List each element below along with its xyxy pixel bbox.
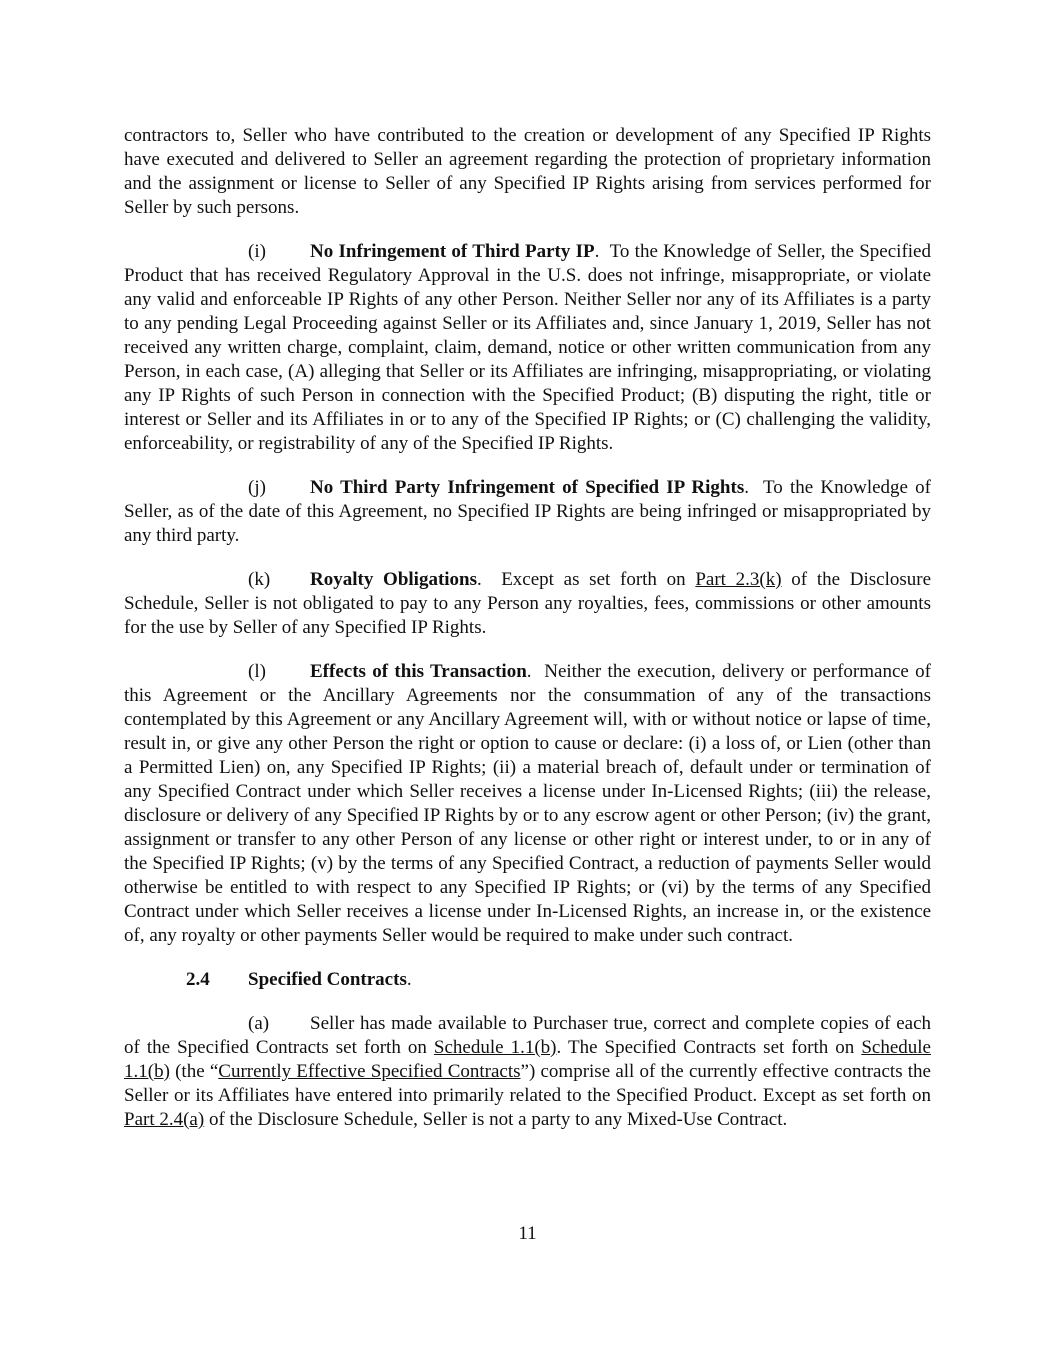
clause-text: of the Disclosure Schedule, Seller is not obligated to pay to any Person any royalties, fees, commissions or other amounts for the use by Seller of any Specified IP Rights.	[124, 569, 932, 638]
clause-text: Except as set forth on	[501, 569, 686, 590]
clause-text: Neither the execution, delivery or performance of this Agreement or the Ancillary Agreements nor the consummation of any of the transactions contemplated by this Agreement or any Ancillary Agreement will, with or without notice or lapse of time, result in, or give any other Person the right or option to cause or declare: (i) a loss of, or Lien (other than a Permitted Lien) on, any Specified IP Rights; (ii) a material breach of, default under or termination of any Specified Contract under which Seller receives a license under In-Licensed Rights; (iii) the release, disclosure or delivery of any Specified IP Rights by or to any escrow agent or other Person; (iv) the grant, assignment or transfer to any other Person of any license or other right or interest under, to or in any of the Specified IP Rights; (v) by the terms of any Specified Contract, a reduction of payments Seller would otherwise be entitled to with respect to any Specified IP Rights; or (vi) by the terms of any Specified Contract under which Seller receives a license under In-Licensed Rights, an increase in, or the existence of, any royalty or other payments Seller would be required to make under such contract.	[124, 661, 932, 946]
clause-text: To the Knowledge of Seller, the Specified Product that has received Regulatory Approval in the U.S. does not infringe, misappropriate, or violate any valid and enforceable IP Rights of any other Person. Neither Seller nor any of its Affiliates is a party to any pending Legal Proceeding against Seller or its Affiliates and, since January 1, 2019, Seller has not received any written charge, complaint, claim, demand, notice or other written communication from any Person, in each case, (A) alleging that Seller or its Affiliates are infringing, misappropriating, or violating any IP Rights of such Person in connection with the Specified Product; (B) disputing the right, title or interest or Seller and its Affiliates in or to any of the Specified IP Rights; or (C) challenging the validity, enforceability, or registrability of any of the Specified IP Rights.	[124, 241, 931, 454]
clause-marker: (l)	[248, 661, 266, 682]
section-title: Specified Contracts	[248, 969, 407, 990]
page-number: 11	[518, 1223, 537, 1244]
paragraph-text: contractors to, Seller who have contributed to the creation or development of any Specified IP Rights have executed and delivered to Seller an agreement regarding the protection of proprietary information and the assignment or license to Seller of any Specified IP Rights arising from services performed for Seller by such persons.	[124, 125, 931, 218]
clause-title: Effects of this Transaction	[310, 661, 527, 682]
paragraph-a	[124, 1012, 931, 1132]
cross-reference: Part 2.4(a)	[124, 1109, 205, 1130]
clause-text: (the “	[175, 1061, 219, 1082]
section-number: 2.4	[186, 969, 210, 990]
paragraph-continuation	[124, 124, 931, 220]
paragraph-i	[124, 240, 931, 456]
section-title-end: .	[406, 969, 412, 990]
clause-title-end: .	[594, 241, 600, 262]
clause-marker: (k)	[248, 569, 271, 590]
clause-marker: (i)	[248, 241, 266, 262]
clause-text: To the Knowledge of Seller, as of the date of this Agreement, no Specified IP Rights are being infringed or misappropriated by any third party.	[124, 477, 931, 546]
clause-title-end: .	[526, 661, 532, 682]
cross-reference: Part 2.3(k)	[695, 569, 782, 590]
document-page	[124, 124, 931, 1152]
clause-text: Seller has made available to Purchaser true, correct and complete copies of each of the Specified Contracts set forth on	[124, 1013, 931, 1058]
clause-text: of the Disclosure Schedule, Seller is not a party to any Mixed-Use Contract.	[208, 1109, 788, 1130]
clause-text: . The Specified Contracts set forth on	[556, 1037, 855, 1058]
clause-marker: (a)	[248, 1013, 270, 1034]
cross-reference: Schedule 1.1(b)	[433, 1037, 557, 1058]
clause-title: No Infringement of Third Party IP	[310, 241, 595, 262]
paragraph-l	[124, 660, 931, 948]
clause-title-end: .	[477, 569, 482, 590]
clause-title: Royalty Obligations	[310, 569, 478, 590]
clause-text: ”) comprise all of the currently effective contracts the Seller or its Affiliates have entered into primarily related to the Specified Product. Except as set forth on	[124, 1061, 931, 1106]
clause-title-end: .	[744, 477, 749, 498]
clause-title: No Third Party Infringement of Specified IP Rights	[310, 477, 745, 498]
clause-marker: (j)	[248, 477, 266, 498]
defined-term: Currently Effective Specified Contracts	[218, 1061, 521, 1082]
paragraph-j	[124, 476, 931, 548]
cross-reference: Schedule 1.1(b)	[124, 1037, 931, 1082]
section-heading	[124, 968, 931, 992]
paragraph-k	[124, 568, 931, 640]
